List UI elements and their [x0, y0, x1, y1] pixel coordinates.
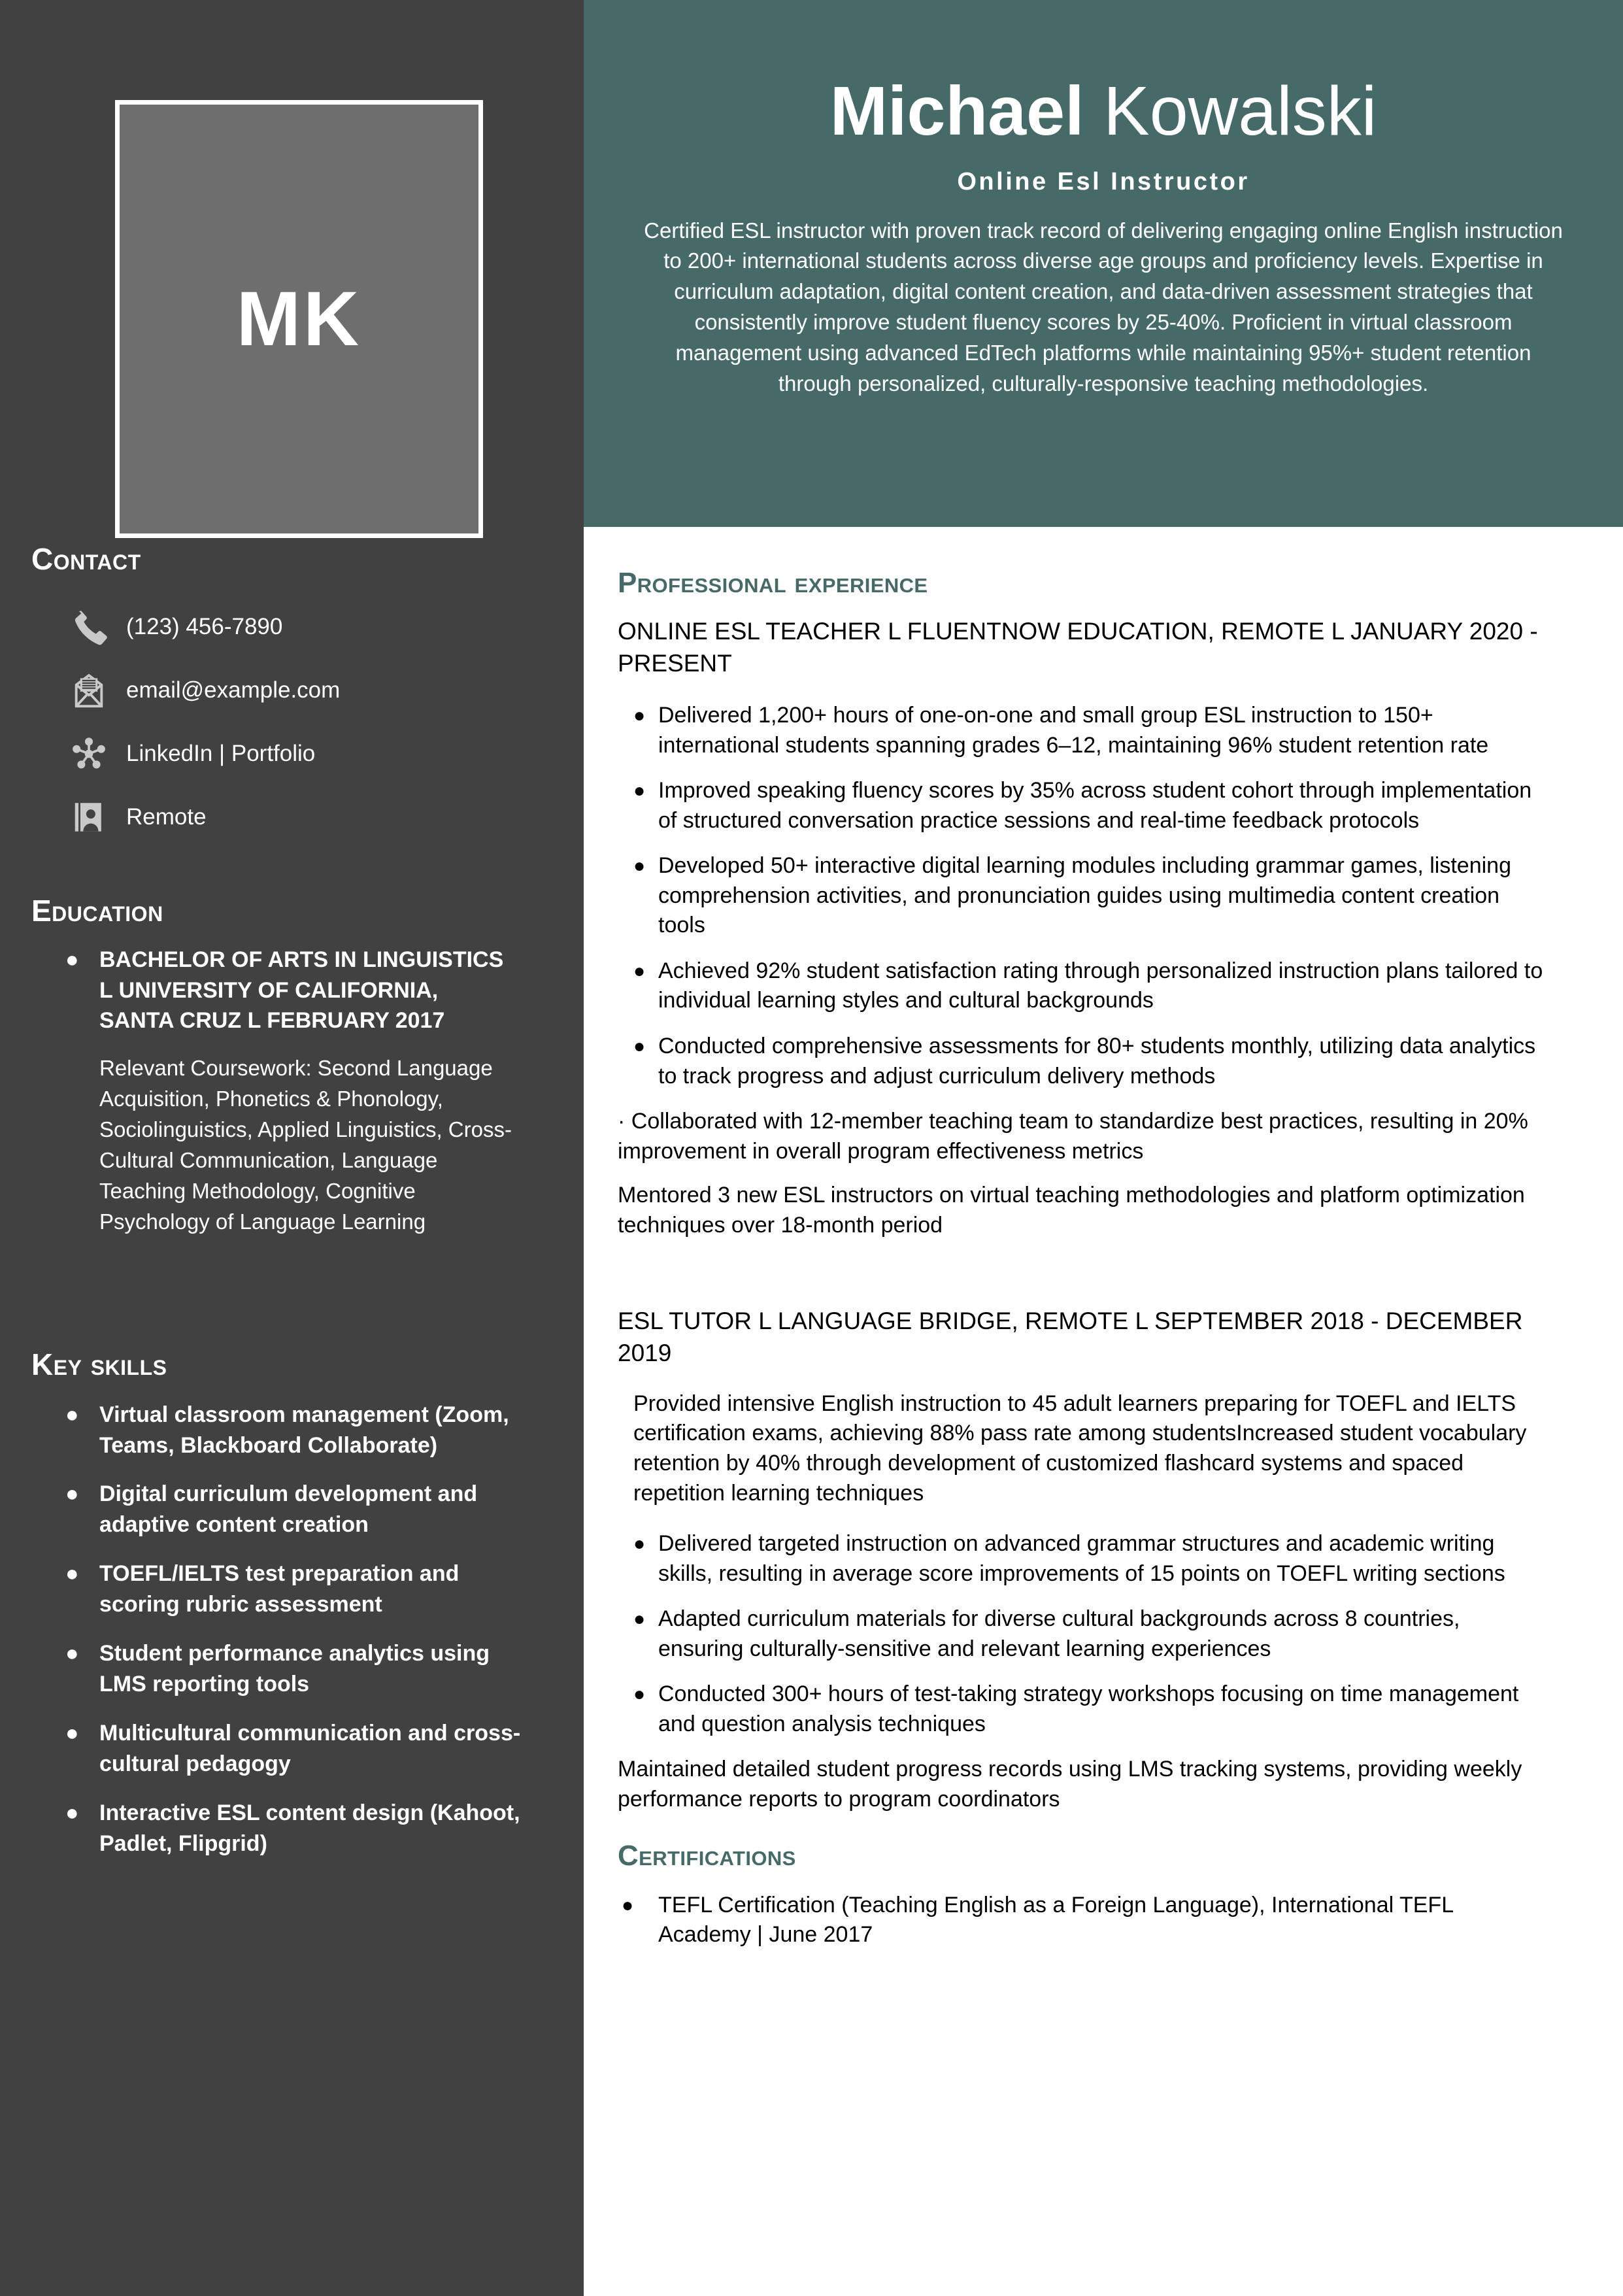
- bullet-text: Developed 50+ interactive digital learning modules including grammar games, listening comprehension activities, and pronunciation guides using multimedia content creation tools: [658, 853, 1511, 938]
- bullet-text: Delivered targeted instruction on advanced grammar structures and academic writing skills, resulting in average score improvements of 15 points on TOEFL writing sections: [658, 1531, 1505, 1586]
- bullet-icon: ●: [633, 1683, 646, 1706]
- skill-label: Digital curriculum development and adaptive content creation: [99, 1481, 478, 1538]
- bullet-icon: ●: [65, 1481, 79, 1507]
- main-content: [584, 527, 1623, 1950]
- skill-label: Student performance analytics using LMS reporting tools: [99, 1641, 490, 1697]
- sidebar: [0, 0, 584, 2296]
- envelope-icon: [69, 670, 109, 711]
- bullet-text: Achieved 92% student satisfaction rating through personalized instruction plans tailored to individual learning styles and cultural backgrounds: [658, 958, 1543, 1013]
- list-item: [618, 1680, 1546, 1739]
- bullet-icon: ●: [65, 1720, 79, 1746]
- list-item: [618, 1529, 1546, 1589]
- bullet-icon: ●: [65, 1561, 79, 1587]
- list-item: [618, 1891, 1546, 1950]
- avatar-initials: MK: [236, 276, 362, 362]
- skill-label: TOEFL/IELTS test preparation and scoring rubric assessment: [99, 1561, 460, 1617]
- bullet-icon: ●: [622, 1894, 634, 1916]
- bullet-icon: ●: [65, 947, 79, 972]
- contact-item-phone[interactable]: [69, 596, 584, 659]
- list-item: [65, 1718, 558, 1780]
- last-name: Kowalski: [1084, 73, 1377, 150]
- education-entry: [65, 945, 551, 1037]
- key-skills-list: [0, 1400, 584, 1859]
- job-bullets: [618, 701, 1546, 1091]
- contact-item-links[interactable]: [69, 722, 584, 786]
- contact-item-email[interactable]: [69, 659, 584, 722]
- contact-item-location[interactable]: [69, 786, 584, 849]
- job-bullets: [618, 1529, 1546, 1739]
- job-paragraph: · Collaborated with 12-member teaching team to standardize best practices, resulting in 20% improvement in overall program effectiveness metrics: [618, 1109, 1528, 1164]
- list-item: [618, 851, 1546, 941]
- bullet-icon: ●: [65, 1402, 79, 1427]
- bullet-icon: ●: [65, 1800, 79, 1825]
- key-skills-section: [0, 1348, 584, 1877]
- bullet-icon: ●: [65, 1641, 79, 1666]
- skill-label: Multicultural communication and cross-cultural pedagogy: [99, 1720, 521, 1776]
- experience-entry: [618, 1306, 1546, 1814]
- job-title: Online Esl Instructor: [957, 167, 1250, 195]
- list-item: [618, 1604, 1546, 1664]
- education-coursework: Relevant Coursework: Second Language Acquisition, Phonetics & Phonology, Sociolinguistics, Applied Linguistics, Cross-Cultural Communication, Language Teaching Methodology, Cognitive Psychology of Language Learning: [99, 1056, 512, 1234]
- bullet-icon: ●: [633, 780, 646, 802]
- education-heading: Education: [31, 894, 163, 928]
- list-item: [65, 1479, 558, 1540]
- list-item: [65, 1400, 558, 1461]
- job-header: ESL TUTOR L LANGUAGE BRIDGE, REMOTE L SEPTEMBER 2018 - DECEMBER 2019: [618, 1308, 1523, 1367]
- network-icon: [69, 734, 109, 774]
- skill-label: Virtual classroom management (Zoom, Teams, Blackboard Collaborate): [99, 1402, 509, 1458]
- list-item: [65, 1798, 558, 1859]
- experience-entry: [618, 616, 1546, 1240]
- professional-summary: Certified ESL instructor with proven track record of delivering engaging online English instruction to 200+ international students across diverse age groups and proficiency levels. Expertise in curriculum adaptation, digital content creation, and data-driven assessment strategies that consistently improve student fluency scores by 25-40%. Proficient in virtual classroom management using advanced EdTech platforms while maintaining 95%+ student retention through personalized, culturally-responsive teaching methodologies.: [644, 218, 1563, 396]
- certification-text: TEFL Certification (Teaching English as a Foreign Language), International TEFL Academy | June 2017: [658, 1892, 1453, 1948]
- education-section: [0, 894, 584, 1237]
- page-title: [624, 73, 1582, 150]
- job-lead-paragraph: Provided intensive English instruction to 45 adult learners preparing for TOEFL and IELTS certification exams, achieving 88% pass rate among studentsIncreased student vocabulary retention by 40% through development of customized flashcard systems and spaced repetition learning techniques: [633, 1391, 1527, 1506]
- list-item: [618, 1032, 1546, 1091]
- bullet-text: Conducted comprehensive assessments for 80+ students monthly, utilizing data analytics to track progress and adjust curriculum delivery methods: [658, 1033, 1536, 1089]
- bullet-icon: ●: [633, 1608, 646, 1630]
- certifications-list: [618, 1891, 1546, 1950]
- contact-heading: Contact: [31, 542, 141, 576]
- education-degree: BACHELOR OF ARTS IN LINGUISTICS L UNIVERSITY OF CALIFORNIA, SANTA CRUZ L FEBRUARY 2017: [99, 947, 504, 1034]
- id-card-icon: [69, 797, 109, 837]
- spacer: [618, 1255, 1546, 1289]
- bullet-icon: ●: [633, 1533, 646, 1555]
- skill-label: Interactive ESL content design (Kahoot, Padlet, Flipgrid): [99, 1800, 520, 1856]
- certifications-section: [618, 1840, 1546, 1950]
- bullet-text: Conducted 300+ hours of test-taking strategy workshops focusing on time management and question analysis techniques: [658, 1681, 1519, 1736]
- phone-icon: [69, 607, 109, 647]
- education-list: [0, 945, 584, 1238]
- job-paragraph: Mentored 3 new ESL instructors on virtual teaching methodologies and platform optimization techniques over 18-month period: [618, 1183, 1525, 1238]
- job-paragraph: Maintained detailed student progress records using LMS tracking systems, providing weekly performance reports to program coordinators: [618, 1757, 1522, 1812]
- contact-value-email: email@example.com: [126, 677, 341, 703]
- header-band: [584, 0, 1623, 527]
- list-item: [65, 1638, 558, 1700]
- bullet-icon: ●: [633, 1035, 646, 1057]
- contact-section: [0, 543, 584, 849]
- bullet-icon: ●: [633, 855, 646, 877]
- list-item: [618, 956, 1546, 1016]
- certifications-heading: Certifications: [618, 1840, 796, 1872]
- bullet-text: Adapted curriculum materials for diverse cultural backgrounds across 8 countries, ensuring culturally-sensitive and relevant learning experiences: [658, 1606, 1460, 1661]
- key-skills-heading: Key skills: [31, 1347, 167, 1381]
- bullet-text: Improved speaking fluency scores by 35% across student cohort through implementation of structured conversation practice sessions and real-time feedback protocols: [658, 778, 1532, 833]
- job-header: ONLINE ESL TEACHER L FLUENTNOW EDUCATION, REMOTE L JANUARY 2020 - PRESENT: [618, 618, 1538, 677]
- contact-value-phone: (123) 456-7890: [126, 614, 283, 640]
- bullet-text: Delivered 1,200+ hours of one-on-one and small group ESL instruction to 150+ international students spanning grades 6–12, maintaining 96% student retention rate: [658, 703, 1489, 758]
- contact-list: [0, 596, 584, 849]
- bullet-icon: ●: [633, 960, 646, 982]
- first-name: Michael: [829, 73, 1084, 150]
- list-item: [618, 776, 1546, 836]
- list-item: [65, 1559, 558, 1620]
- contact-value-location: Remote: [126, 804, 207, 830]
- contact-value-links: LinkedIn | Portfolio: [126, 741, 316, 767]
- list-item: [618, 701, 1546, 760]
- avatar: [115, 100, 483, 538]
- experience-heading: Professional experience: [618, 567, 928, 599]
- bullet-icon: ●: [633, 705, 646, 727]
